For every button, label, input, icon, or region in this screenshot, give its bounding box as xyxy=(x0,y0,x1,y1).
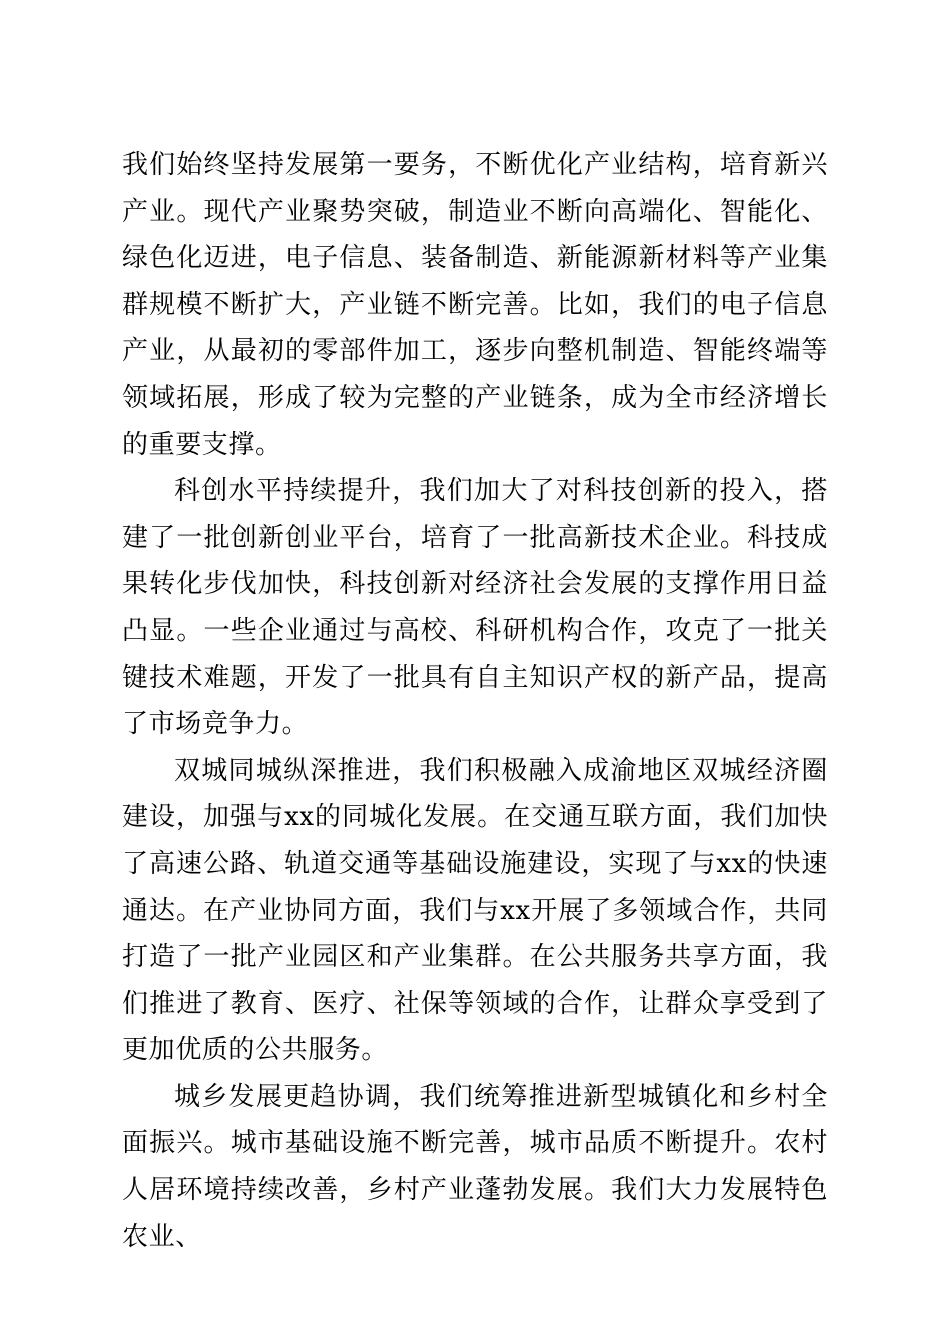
paragraph-innovation: 科创水平持续提升，我们加大了对科技创新的投入，搭建了一批创新创业平台，培育了一批高新技术企业。科技成果转化步伐加快，科技创新对经济社会发展的支撑作用日益凸显。一些企业通过与高校、科研机构合作，攻克了一批关键技术难题，开发了一批具有自主知识产权的新产品，提高了市场竞争力。 xyxy=(122,476,828,740)
paragraph-twin-city: 双城同城纵深推进，我们积极融入成渝地区双城经济圈建设，加强与xx的同城化发展。在交通互联方面，我们加快了高速公路、轨道交通等基础设施建设，实现了与xx的快速通达。在产业协同方面，我们与xx开展了多领域合作，共同打造了一批产业园区和产业集群。在公共服务共享方面，我们推进了教育、医疗、社保等领域的合作，让群众享受到了更加优质的公共服务。 xyxy=(122,755,828,1066)
paragraph-urban-rural: 城乡发展更趋协调，我们统筹推进新型城镇化和乡村全面振兴。城市基础设施不断完善，城市品质不断提升。农村人居环境持续改善，乡村产业蓬勃发展。我们大力发展特色农业、 xyxy=(122,1081,828,1252)
paragraph-industry: 我们始终坚持发展第一要务，不断优化产业结构，培育新兴产业。现代产业聚势突破，制造业不断向高端化、智能化、绿色化迈进，电子信息、装备制造、新能源新材料等产业集群规模不断扩大，产业链不断完善。比如，我们的电子信息产业，从最初的零部件加工，逐步向整机制造、智能终端等领域拓展，形成了较为完整的产业链条，成为全市经济增长的重要支撑。 xyxy=(122,150,828,460)
document-body xyxy=(122,142,828,1260)
